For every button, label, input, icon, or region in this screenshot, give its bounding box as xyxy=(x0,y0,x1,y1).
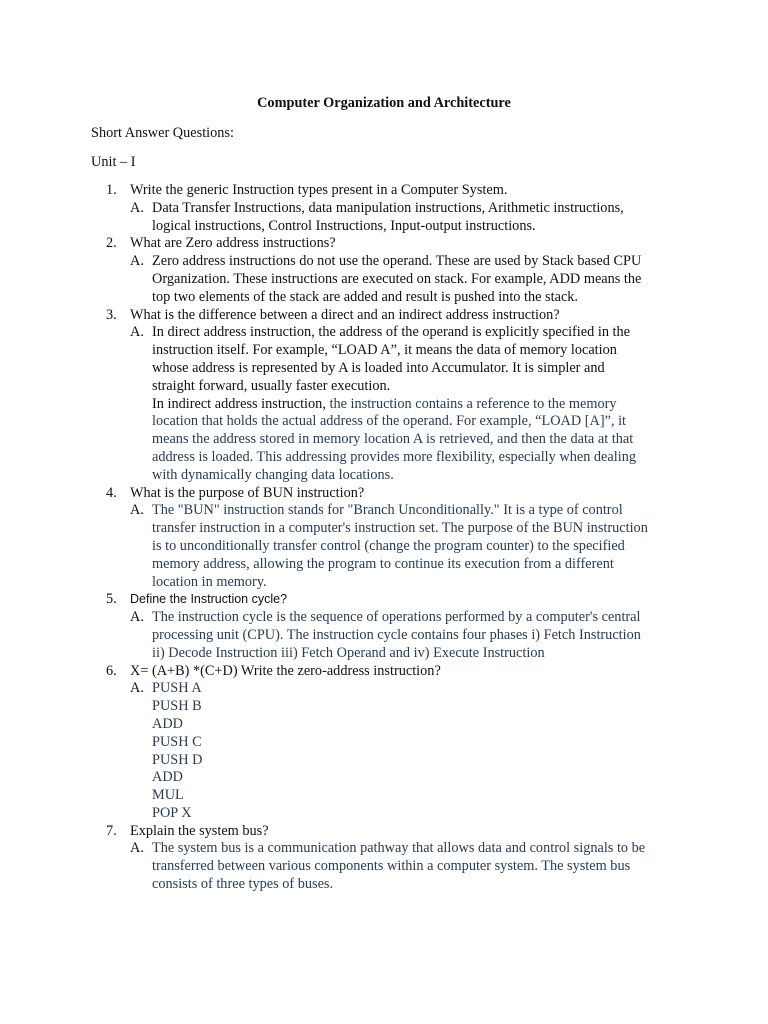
question-item xyxy=(91,663,691,823)
answer-line: is to unconditionally transfer control (change the program counter) to the specified xyxy=(152,537,625,554)
answer-line: Organization. These instructions are executed on stack. For example, ADD means the xyxy=(152,270,642,287)
answer-line: with dynamically changing data locations. xyxy=(152,466,394,483)
answer-block xyxy=(130,200,691,236)
answer-line: location in memory. xyxy=(152,573,267,590)
answer-line: means the address stored in memory location A is retrieved, and then the data at that xyxy=(152,431,634,448)
question-number: 5. xyxy=(106,591,117,608)
question-item xyxy=(91,591,691,662)
answer-line: location that holds the actual address of the operand. For example, “LOAD [A]”, it xyxy=(152,413,627,430)
answer-label: A. xyxy=(130,502,144,519)
answer-line: POP X xyxy=(152,804,192,821)
question-item xyxy=(91,235,691,306)
answer-line: MUL xyxy=(152,787,184,804)
answer-label: A. xyxy=(130,680,144,697)
answer-line: logical instructions, Control Instructions, Input-output instructions. xyxy=(152,217,536,234)
answer-line: address is loaded. This addressing provides more flexibility, especially when dealing xyxy=(152,448,636,465)
answer-block xyxy=(130,253,691,306)
question-number: 2. xyxy=(106,235,117,252)
answer-line: top two elements of the stack are added and result is pushed into the stack. xyxy=(152,288,579,305)
answer-line: straight forward, usually faster execution. xyxy=(152,377,391,394)
answer-line: whose address is represented by A is loaded into Accumulator. It is simpler and xyxy=(152,359,605,376)
answer-line-prefix: In indirect address instruction, xyxy=(152,395,330,412)
answer-line: Zero address instructions do not use the operand. These are used by Stack based CPU xyxy=(152,253,642,270)
answer-line: The "BUN" instruction stands for "Branch Unconditionally." It is a type of control xyxy=(152,502,623,519)
answer-line: memory address, allowing the program to continue its execution from a different xyxy=(152,555,614,572)
answer-line: PUSH A xyxy=(152,680,202,697)
question-text: What is the difference between a direct and an indirect address instruction? xyxy=(130,306,560,323)
answer-label: A. xyxy=(130,840,144,857)
answer-line: transferred between various components within a computer system. The system bus xyxy=(152,858,631,875)
answer-line: In direct address instruction, the address of the operand is explicitly specified in the xyxy=(152,324,631,341)
question-item xyxy=(91,307,691,485)
question-text: X= (A+B) *(C+D) Write the zero-address instruction? xyxy=(130,662,441,679)
answer-line: processing unit (CPU). The instruction cycle contains four phases i) Fetch Instruction xyxy=(152,626,641,643)
answer-label: A. xyxy=(130,253,144,270)
answer-block xyxy=(130,324,691,484)
answer-block xyxy=(130,680,691,822)
answer-line: PUSH D xyxy=(152,751,203,768)
answer-line: ii) Decode Instruction iii) Fetch Operand and iv) Execute Instruction xyxy=(152,644,545,661)
question-number: 3. xyxy=(106,306,117,323)
question-number: 1. xyxy=(106,182,117,198)
answer-line: The system bus is a communication pathway that allows data and control signals to be xyxy=(152,840,646,857)
unit-heading: Unit – I xyxy=(91,154,136,170)
question-item xyxy=(91,182,691,235)
answer-block xyxy=(130,502,691,591)
answer-line: ADD xyxy=(152,769,183,786)
answer-line: instruction itself. For example, “LOAD A”, it means the data of memory location xyxy=(152,342,617,359)
document-title: Computer Organization and Architecture xyxy=(257,95,511,111)
answer-label: A. xyxy=(130,609,144,626)
question-list xyxy=(91,182,691,894)
question-text: Define the Instruction cycle? xyxy=(130,592,288,607)
answer-line: transfer instruction in a computer's instruction set. The purpose of the BUN instruction xyxy=(152,520,648,537)
answer-line-continued: the instruction contains a reference to the memory xyxy=(329,395,617,412)
question-text: Explain the system bus? xyxy=(130,822,269,839)
question-item xyxy=(91,823,691,894)
question-text: What is the purpose of BUN instruction? xyxy=(130,484,365,501)
answer-line: consists of three types of buses. xyxy=(152,876,334,893)
answer-line: PUSH C xyxy=(152,733,202,750)
answer-block xyxy=(130,609,691,662)
answer-line: Data Transfer Instructions, data manipulation instructions, Arithmetic instructions, xyxy=(152,199,624,216)
question-number: 6. xyxy=(106,662,117,679)
question-number: 4. xyxy=(106,484,117,501)
answer-line xyxy=(152,396,691,414)
section-heading: Short Answer Questions: xyxy=(91,125,234,141)
question-text: What are Zero address instructions? xyxy=(130,235,336,252)
answer-block xyxy=(130,840,691,893)
answer-line: ADD xyxy=(152,715,183,732)
question-item xyxy=(91,485,691,592)
question-number: 7. xyxy=(106,822,117,839)
answer-line: The instruction cycle is the sequence of operations performed by a computer's central xyxy=(152,609,641,626)
answer-line: PUSH B xyxy=(152,698,202,715)
answer-label: A. xyxy=(130,199,144,216)
question-text: Write the generic Instruction types present in a Computer System. xyxy=(130,182,508,198)
answer-label: A. xyxy=(130,324,144,341)
